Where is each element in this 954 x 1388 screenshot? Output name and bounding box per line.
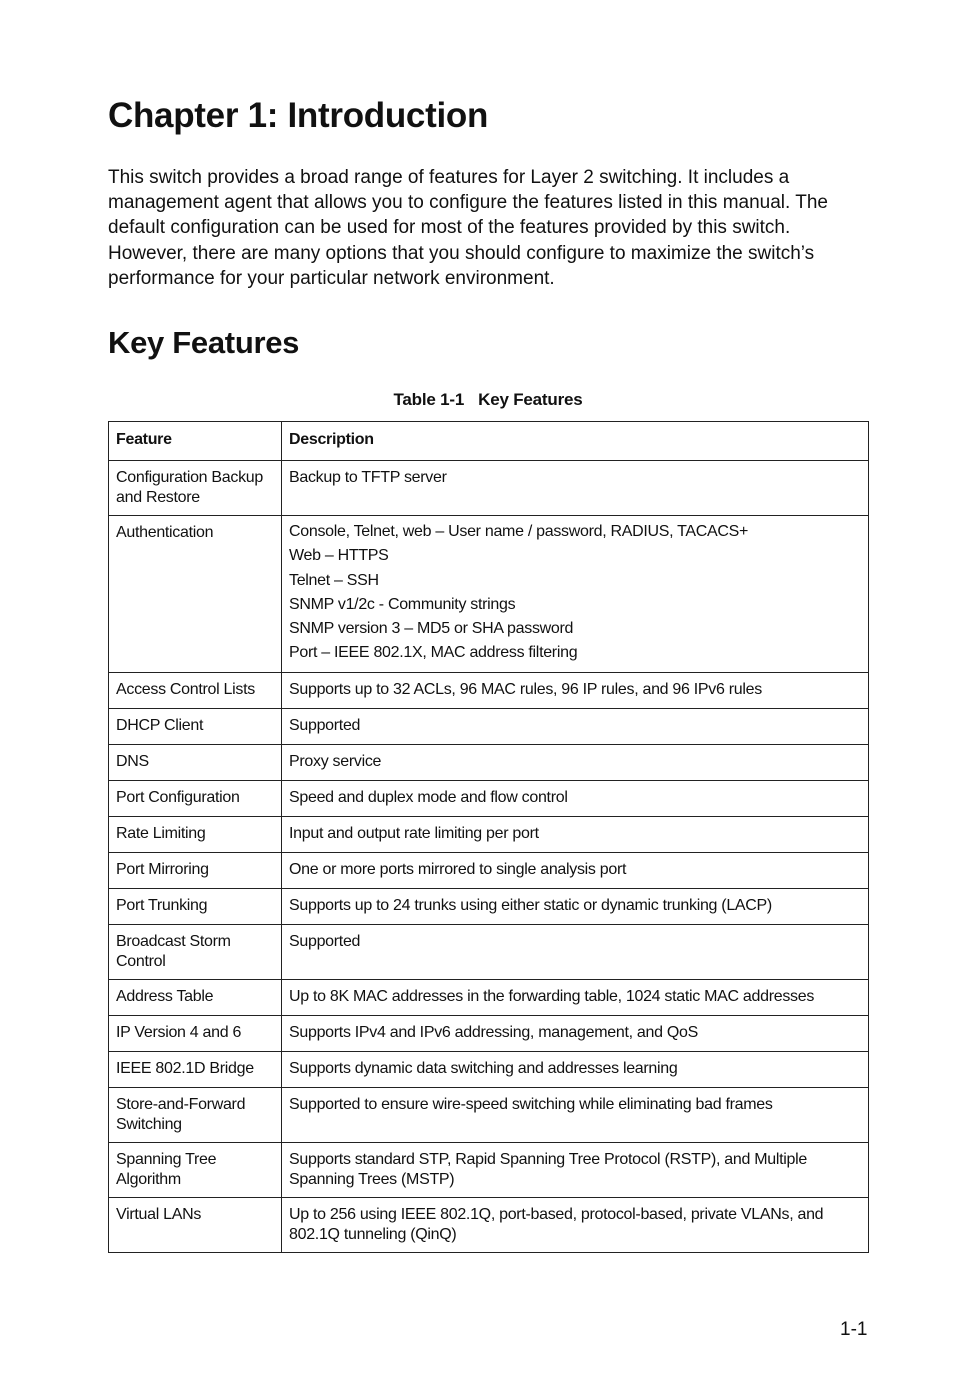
- table-row: [109, 516, 869, 673]
- description-cell: Proxy service: [282, 745, 869, 781]
- table-row: [109, 709, 869, 745]
- description-cell: Supports dynamic data switching and addresses learning: [282, 1052, 869, 1088]
- table-row: [109, 1143, 869, 1198]
- feature-cell: Rate Limiting: [109, 817, 282, 853]
- feature-cell: Access Control Lists: [109, 673, 282, 709]
- table-row: [109, 817, 869, 853]
- feature-cell: Port Mirroring: [109, 853, 282, 889]
- table-header-row: [109, 422, 869, 461]
- feature-cell: Configuration Backup and Restore: [109, 461, 282, 516]
- description-cell: Supported: [282, 709, 869, 745]
- feature-cell: Spanning Tree Algorithm: [109, 1143, 282, 1198]
- description-cell: One or more ports mirrored to single analysis port: [282, 853, 869, 889]
- header-feature: Feature: [109, 422, 282, 461]
- feature-cell: Authentication: [109, 516, 282, 673]
- description-line: SNMP version 3 – MD5 or SHA password: [289, 620, 574, 638]
- table-row: [109, 980, 869, 1016]
- feature-cell: Broadcast Storm Control: [109, 925, 282, 980]
- feature-cell: IP Version 4 and 6: [109, 1016, 282, 1052]
- table-caption: [108, 390, 868, 410]
- feature-cell: IEEE 802.1D Bridge: [109, 1052, 282, 1088]
- table-caption-number: Table 1-1: [393, 390, 465, 409]
- page-number: 1-1: [840, 1319, 868, 1340]
- description-cell: Supports IPv4 and IPv6 addressing, management, and QoS: [282, 1016, 869, 1052]
- table-row: [109, 889, 869, 925]
- chapter-title: Chapter 1: Introduction: [108, 96, 489, 135]
- description-cell: Supports up to 24 trunks using either static or dynamic trunking (LACP): [282, 889, 869, 925]
- feature-cell: Virtual LANs: [109, 1198, 282, 1253]
- table-row: [109, 1088, 869, 1143]
- feature-cell: DNS: [109, 745, 282, 781]
- description-cell: Up to 8K MAC addresses in the forwarding table, 1024 static MAC addresses: [282, 980, 869, 1016]
- feature-cell: DHCP Client: [109, 709, 282, 745]
- description-line: Web – HTTPS: [289, 547, 389, 565]
- table-row: [109, 1052, 869, 1088]
- description-cell: Backup to TFTP server: [282, 461, 869, 516]
- description-cell: Up to 256 using IEEE 802.1Q, port-based, protocol-based, private VLANs, and 802.1Q tunneling (QinQ): [282, 1198, 869, 1253]
- description-line: Port – IEEE 802.1X, MAC address filtering: [289, 644, 578, 662]
- table-row: [109, 1198, 869, 1253]
- description-cell: Supports up to 32 ACLs, 96 MAC rules, 96 IP rules, and 96 IPv6 rules: [282, 673, 869, 709]
- description-cell: Speed and duplex mode and flow control: [282, 781, 869, 817]
- header-description: Description: [282, 422, 869, 461]
- description-cell: Input and output rate limiting per port: [282, 817, 869, 853]
- table-row: [109, 461, 869, 516]
- description-cell: Supported: [282, 925, 869, 980]
- feature-cell: Port Configuration: [109, 781, 282, 817]
- key-features-table: [108, 421, 869, 1253]
- feature-cell: Store-and-Forward Switching: [109, 1088, 282, 1143]
- description-cell: [282, 516, 869, 673]
- description-line: Telnet – SSH: [289, 571, 379, 589]
- feature-cell: Port Trunking: [109, 889, 282, 925]
- table-row: [109, 853, 869, 889]
- description-cell: Supports standard STP, Rapid Spanning Tree Protocol (RSTP), and Multiple Spanning Trees (MSTP): [282, 1143, 869, 1198]
- table-row: [109, 673, 869, 709]
- table-caption-title: Key Features: [478, 390, 583, 409]
- section-title: Key Features: [108, 325, 300, 360]
- table-row: [109, 925, 869, 980]
- description-cell: Supported to ensure wire-speed switching while eliminating bad frames: [282, 1088, 869, 1143]
- table-row: [109, 745, 869, 781]
- intro-paragraph: This switch provides a broad range of features for Layer 2 switching. It includes a management agent that allows you to configure the features listed in this manual. The default configuration can be used for most of the features provided by this switch. However, there are many options that you should configure to maximize the switch’s performance for your particular network environment.: [108, 167, 828, 289]
- description-line: SNMP v1/2c - Community strings: [289, 595, 516, 613]
- feature-cell: Address Table: [109, 980, 282, 1016]
- table-row: [109, 1016, 869, 1052]
- description-line: Console, Telnet, web – User name / password, RADIUS, TACACS+: [289, 523, 749, 540]
- table-row: [109, 781, 869, 817]
